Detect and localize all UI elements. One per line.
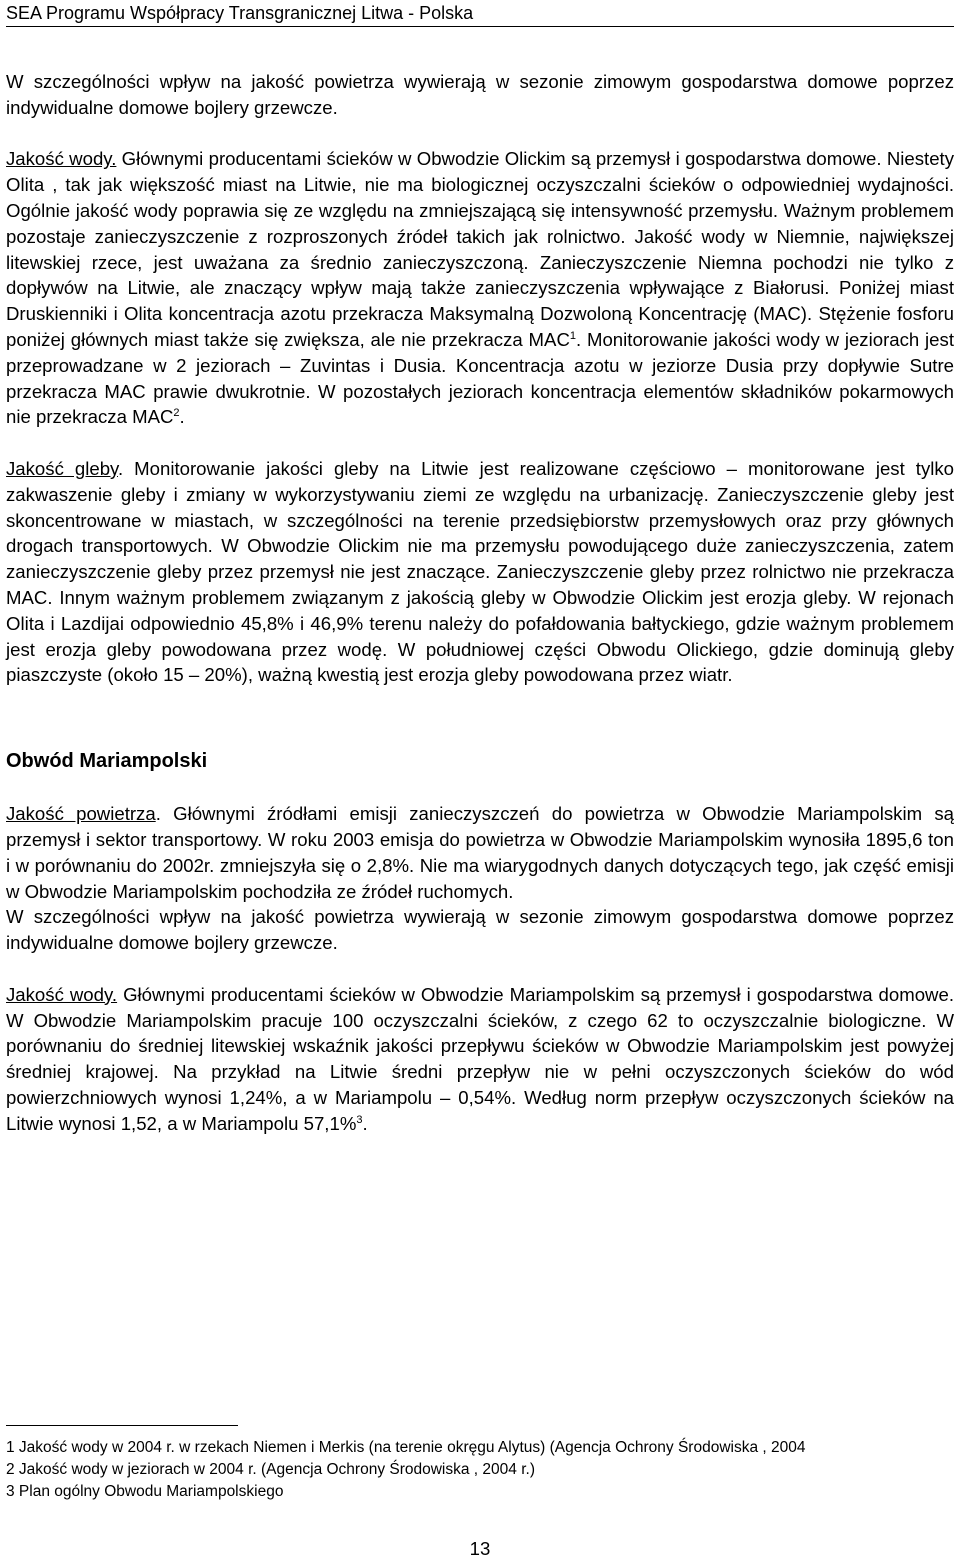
subheading-water-quality: Jakość wody. bbox=[6, 983, 118, 1005]
paragraph: W szczególności wpływ na jakość powietrza wywierają w sezonie zimowym gospodarstwa domowe poprzez indywidualne domowe bojlery grzewcze. bbox=[6, 71, 954, 118]
paragraph-air-quality: Jakość powietrza. Głównymi źródłami emisji zanieczyszczeń do powietrza w Obwodzie Mariampolskim są przemysł i sektor transportowy. W roku 2003 emisja do powietrza w Obwodzie Mariampolskim wynosiła 1895,6 ton i w porównaniu do 2002r. zmniejszyła się o 2,8%. Nie ma wiarygodnych danych dotyczących tego, jak część emisji w Obwodzie Mariampolskim pochodziła ze źródeł ruchomych. bbox=[6, 803, 954, 902]
document-body bbox=[6, 69, 954, 1136]
footnote-ref: 3 bbox=[356, 1113, 363, 1126]
paragraph: W szczególności wpływ na jakość powietrza wywierają w sezonie zimowym gospodarstwa domowe poprzez indywidualne domowe bojlery grzewcze. bbox=[6, 906, 954, 954]
subheading-air-quality: Jakość powietrza bbox=[6, 803, 156, 825]
footnote: 1 Jakość wody w 2004 r. w rzekach Niemen i Merkis (na terenie okręgu Alytus) (Agencja Ochrony Środowiska , 2004 bbox=[6, 1439, 806, 1456]
subheading-water-quality: Jakość wody. bbox=[6, 148, 117, 170]
section-title: Obwód Mariampolski bbox=[6, 750, 208, 773]
paragraph-water-quality-2: Jakość wody. Głównymi producentami ścieków w Obwodzie Mariampolskim są przemysł i gospodarstwa domowe. W Obwodzie Mariampolskim pracuje 100 oczyszczalni ścieków, z czego 62 to oczyszczalnie biologiczne. W porównaniu do średniej litewskiej wskaźnik jakości przepływu ścieków w Obwodzie Mariampolskim jest powyżej średniej krajowej. Na przykład na Litwie średni przepływ nie w pełni oczyszczonych ścieków do wód powierzchniowych wynosi 1,24%, a w Mariampolu – 0,54%. Według norm przepływ oczyszczonych ścieków na Litwie wynosi 1,52, a w Mariampolu 57,1%$^3$. bbox=[6, 983, 954, 1134]
page-header bbox=[6, 0, 954, 27]
footnote-ref: 2 bbox=[173, 407, 180, 420]
paragraph-soil-quality: Jakość gleby. Monitorowanie jakości gleby na Litwie jest realizowane częściowo – monitorowane jest tylko zakwaszenie gleby i zmiany w wykorzystywaniu ziemi ze względu na urbanizację. Zanieczyszczenie gleby jest skoncentrowane w miastach, w szczególności na terenie przedsiębiorstw przemysłowych oraz przy głównych drogach transportowych. W Obwodzie Olickim nie ma przemysłu powodującego duże zanieczyszczenia, zatem zanieczyszczenie gleby przez przemysł nie jest znaczące. Zanieczyszczenie gleby przez rolnictwo nie przekracza MAC. Innym ważnym problemem związanym z jakością gleby w Obwodzie Olickim jest erozja gleby. W rejonach Olita i Lazdijai odpowiednio 45,8% i 46,9% terenu należy do pofałdowania bałtyckiego, gdzie ważnym problemem jest erozja gleby powodowana przez wodę. W południowej części Obwodu Olickiego, gdzie dominują gleby piaszczyste (około 15 – 20%), ważną kwestią jest erozja gleby powodowana przez wiatr. bbox=[6, 457, 955, 686]
footnote: 2 Jakość wody w jeziorach w 2004 r. (Agencja Ochrony Środowiska , 2004 r.) bbox=[6, 1461, 535, 1478]
footnotes bbox=[6, 1437, 954, 1503]
footnote-ref: 1 bbox=[569, 329, 576, 342]
footnote: 3 Plan ogólny Obwodu Mariampolskiego bbox=[6, 1483, 284, 1500]
footnote-divider bbox=[6, 1425, 238, 1426]
header-title: SEA Programu Współpracy Transgranicznej Litwa - Polska bbox=[6, 3, 474, 23]
subheading-soil-quality: Jakość gleby bbox=[6, 457, 118, 479]
paragraph-water-quality: Jakość wody. Głównymi producentami ścieków w Obwodzie Olickim są przemysł i gospodarstwa domowe. Niestety Olita , tak jak większość miast na Litwie, nie ma biologicznej oczyszczalni ścieków o odpowiedniej wydajności. Ogólnie jakość wody poprawia się ze względu na zmniejszającą się intensywność przemysłu. Ważnym problemem pozostaje zanieczyszczenie z rozproszonych źródeł takich jak rolnictwo. Jakość wody w Niemnie, największej litewskiej rzece, jest uważana za średnio zanieczyszczoną. Zanieczyszczenie Niemna pochodzi nie tylko z dopływów na Litwie, ale znaczący wpływ mają także zanieczyszczenia wpływające z Białorusi. Poniżej miast Druskienniki i Olita koncentracja azotu przekracza Maksymalną Dozwoloną Koncentrację (MAC). Stężenie fosforu poniżej głównych miast także się zwiększa, ale nie przekracza MAC$^1$. Monitorowanie jakości wody w jeziorach jest przeprowadzane w 2 jeziorach – Zuvintas i Dusia. Koncentracja azotu w jeziorze Dusia przy dopływie Sutre przekracza MAC prawie dwukrotnie. W pozostałych jeziorach koncentracja elementów składników pokarmowych nie przekracza MAC$^2$. bbox=[6, 148, 955, 428]
page-number: 13 bbox=[469, 1538, 491, 1559]
